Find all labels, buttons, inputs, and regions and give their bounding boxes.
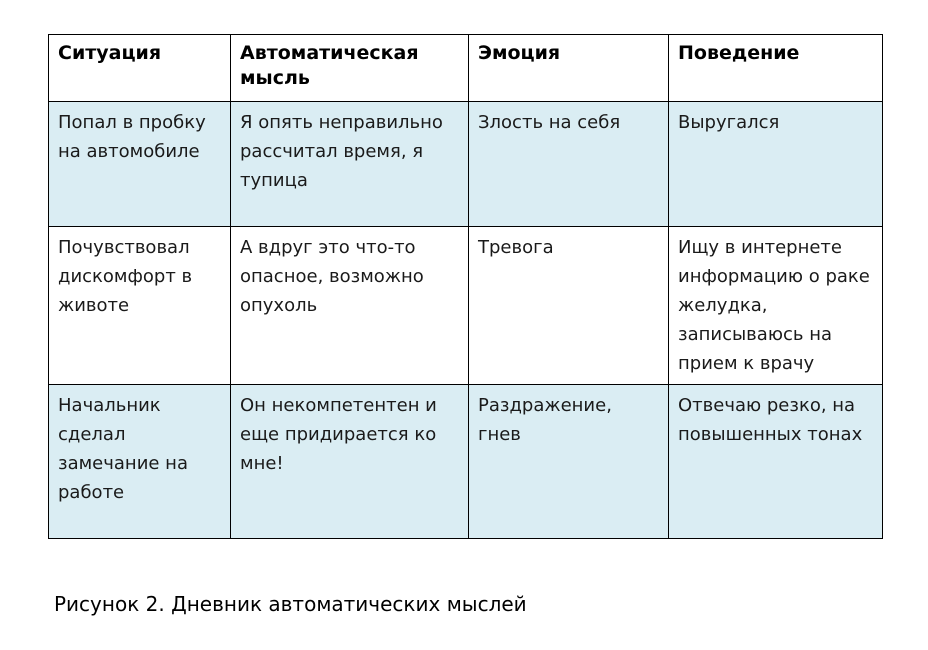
header-situation: Ситуация bbox=[49, 35, 231, 102]
header-automatic-thought: Автоматическая мысль bbox=[231, 35, 469, 102]
automatic-thoughts-table bbox=[48, 34, 883, 539]
cell-behavior: Выругался bbox=[669, 102, 883, 227]
cell-situation: Почувствовал дискомфорт в животе bbox=[49, 227, 231, 385]
cell-situation: Начальник сделал замечание на работе bbox=[49, 385, 231, 539]
table-row bbox=[49, 102, 883, 227]
cell-situation: Попал в пробку на автомобиле bbox=[49, 102, 231, 227]
figure-caption: Рисунок 2. Дневник автоматических мыслей bbox=[54, 592, 527, 616]
cell-automatic-thought: А вдруг это что-то опасное, возможно опухоль bbox=[231, 227, 469, 385]
cell-emotion: Злость на себя bbox=[469, 102, 669, 227]
table-row bbox=[49, 385, 883, 539]
table-row bbox=[49, 227, 883, 385]
header-behavior: Поведение bbox=[669, 35, 883, 102]
table-header-row bbox=[49, 35, 883, 102]
cell-emotion: Раздражение, гнев bbox=[469, 385, 669, 539]
cell-automatic-thought: Я опять неправильно рассчитал время, я тупица bbox=[231, 102, 469, 227]
cell-behavior: Ищу в интернете информацию о раке желудка, записываюсь на прием к врачу bbox=[669, 227, 883, 385]
cell-automatic-thought: Он некомпетентен и еще придирается ко мне! bbox=[231, 385, 469, 539]
cell-behavior: Отвечаю резко, на повышенных тонах bbox=[669, 385, 883, 539]
cell-emotion: Тревога bbox=[469, 227, 669, 385]
header-emotion: Эмоция bbox=[469, 35, 669, 102]
